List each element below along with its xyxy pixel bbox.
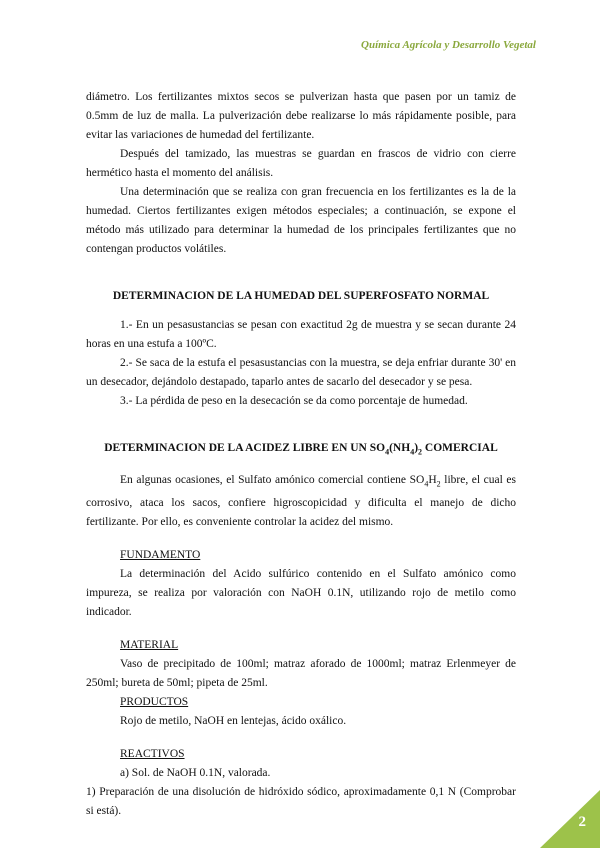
- paragraph: En algunas ocasiones, el Sulfato amónico comercial contiene $SO_4H_2$ libre, el cual es corrosivo, ataca los sacos, confiere higroscopicidad y dificulta el manejo de dicho fertilizante. Por ello, es conveniente controlar la acidez del mismo.: [86, 474, 517, 528]
- corner-accent: [540, 790, 600, 848]
- list-item: 1) Preparación de una disolución de hidróxido sódico, aproximadamente 0,1 N (Comprobar si está).: [86, 785, 516, 817]
- section-heading-acidez: DETERMINACION DE LA ACIDEZ LIBRE EN UN $SO_4(NH_4)_2$ COMERCIAL: [104, 442, 498, 457]
- page-number: 2: [578, 814, 586, 830]
- paragraph: Rojo de metilo, NaOH en lentejas, ácido oxálico.: [120, 714, 347, 727]
- section-heading-humedad: DETERMINACION DE LA HUMEDAD DEL SUPERFOSFATO NORMAL: [112, 290, 490, 302]
- paragraph: diámetro. Los fertilizantes mixtos secos se pulverizan hasta que pasen por un tamiz de 0.5mm de luz de malla. La pulverización debe realizarse lo más rápidamente posible, para evitar las variaciones de humedad del fertilizante.: [86, 91, 516, 141]
- paragraph: Vaso de precipitado de 100ml; matraz aforado de 1000ml; matraz Erlenmeyer de 250ml; bureta de 50ml; pipeta de 25ml.: [86, 657, 516, 689]
- paragraph: Después del tamizado, las muestras se guardan en frascos de vidrio con cierre hermético hasta el momento del análisis.: [86, 148, 516, 179]
- subheading-reactivos: REACTIVOS: [120, 747, 185, 760]
- paragraph: La determinación del Acido sulfúrico contenido en el Sulfato amónico como impureza, se realiza por valoración con NaOH 0.1N, utilizando rojo de metilo como indicador.: [86, 567, 516, 618]
- subheading-fundamento: FUNDAMENTO: [120, 548, 201, 561]
- page-content: [86, 88, 516, 821]
- subheading-productos: PRODUCTOS: [120, 695, 189, 708]
- step-item: 1.- En un pesasustancias se pesan con exactitud 2g de muestra y se secan durante 24 horas en una estufa a 100ºC.: [86, 319, 516, 350]
- step-item: 2.- Se saca de la estufa el pesasustancias con la muestra, se deja enfriar durante 30' en un desecador, dejándolo destapado, taparlo antes de sacarlo del desecador y se pesa.: [86, 357, 516, 388]
- paragraph: Una determinación que se realiza con gran frecuencia en los fertilizantes es la de la humedad. Ciertos fertilizantes exigen métodos especiales; a continuación, se expone el método más utilizado para determinar la humedad de los principales fertilizantes que no contengan productos volátiles.: [86, 186, 516, 255]
- running-header: Química Agrícola y Desarrollo Vegetal: [361, 39, 536, 51]
- step-item: 3.- La pérdida de peso en la desecación se da como porcentaje de humedad.: [120, 395, 468, 407]
- list-item: a) Sol. de NaOH 0.1N, valorada.: [120, 766, 271, 779]
- subheading-material: MATERIAL: [120, 638, 179, 651]
